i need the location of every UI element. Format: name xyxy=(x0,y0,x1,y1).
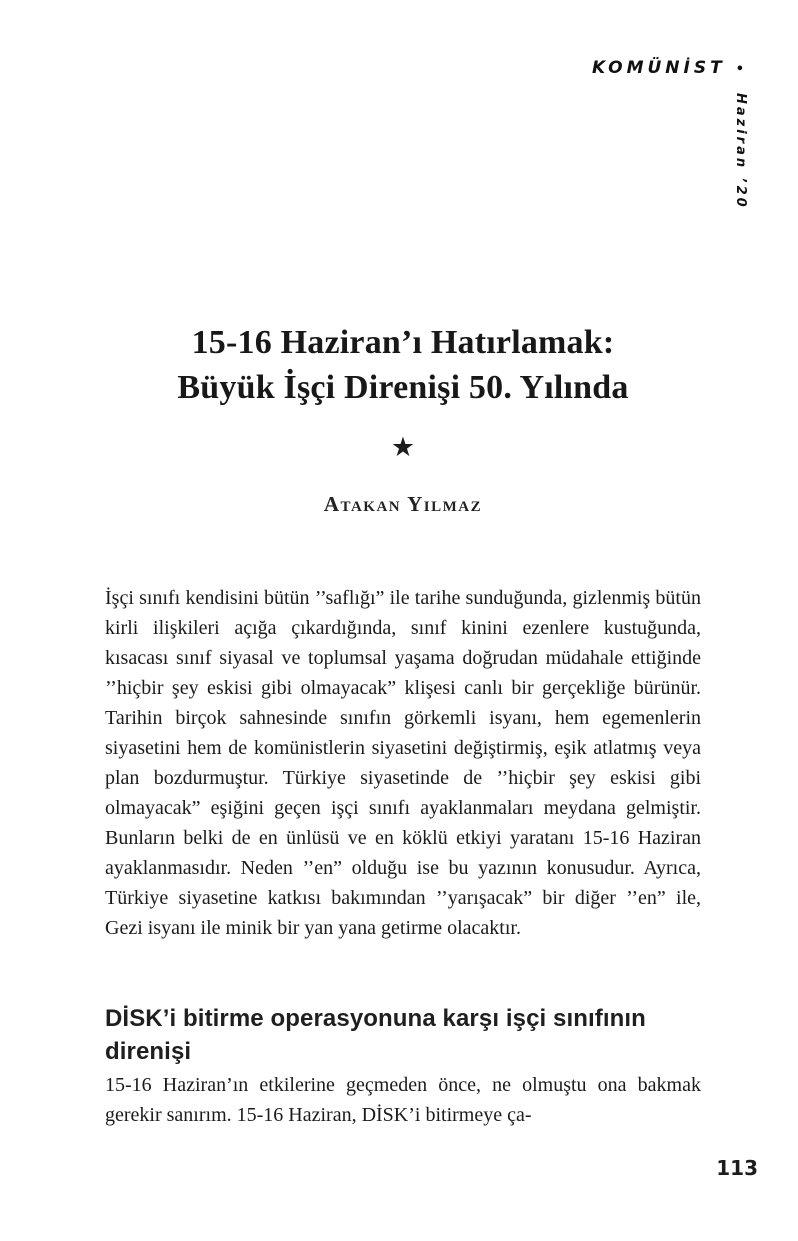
author-name: Atakan Yılmaz xyxy=(323,492,483,516)
body-paragraph-1: İşçi sınıfı kendisini bütün ’’saflığı” ile tarihe sunduğunda, gizlenmiş bütün kirli ilişkileri açığa çıkardığında, sınıf kinini ezenlere kustuğunda, kısacası sınıf siyasal ve toplumsal yaşama doğrudan müdahale ettiğinde ’’hiçbir şey eskisi gibi olmayacak” klişesi canlı bir gerçekliğe bürünür. Tarihin birçok sahnesinde sınıfın görkemli isyanı, hem egemenlerin siyasetini hem de komünistlerin siyasetini değiştirmiş, eşik atlatmış veya plan bozdurmuştur. Türkiye siyasetinde de ’’hiçbir şey eskisi gibi olmayacak” eşiğini geçen işçi sınıfı ayaklanmaları meydana gelmiştir. Bunların belki de en ünlüsü ve en köklü etkiyi yaratanı 15-16 Haziran ayaklanmasıdır. Neden ’’en” olduğu ise bu yazının konusudur. Ayrıca, Türkiye siyasetine katkısı bakımından ’’yarışacak” bir diğer ’’en” ile, Gezi isyanı ile minik bir yan yana getirme olacaktır. xyxy=(105,587,701,939)
article-title-line-1: 15-16 Haziran’ı Hatırlamak: xyxy=(191,324,615,361)
star-icon: ★ xyxy=(390,432,416,463)
issue-label: Haziran ’20 xyxy=(733,93,748,210)
journal-title: KOMÜNİST xyxy=(592,58,726,78)
section-heading: DİSK’i bitirme operasyonuna karşı işçi sınıfının direnişi xyxy=(105,1005,646,1065)
article-title xyxy=(105,320,701,410)
bullet-icon: • xyxy=(735,61,744,77)
article-title-line-2: Büyük İşçi Direnişi 50. Yılında xyxy=(177,369,629,406)
body-paragraph-2: 15-16 Haziran’ın etkilerine geçmeden önce, ne olmuştu ona bakmak gerekir sanırım. 15-16 Haziran, DİSK’i bitirmeye ça- xyxy=(105,1074,701,1126)
masthead xyxy=(592,58,744,78)
page-number: 113 xyxy=(716,1156,758,1180)
